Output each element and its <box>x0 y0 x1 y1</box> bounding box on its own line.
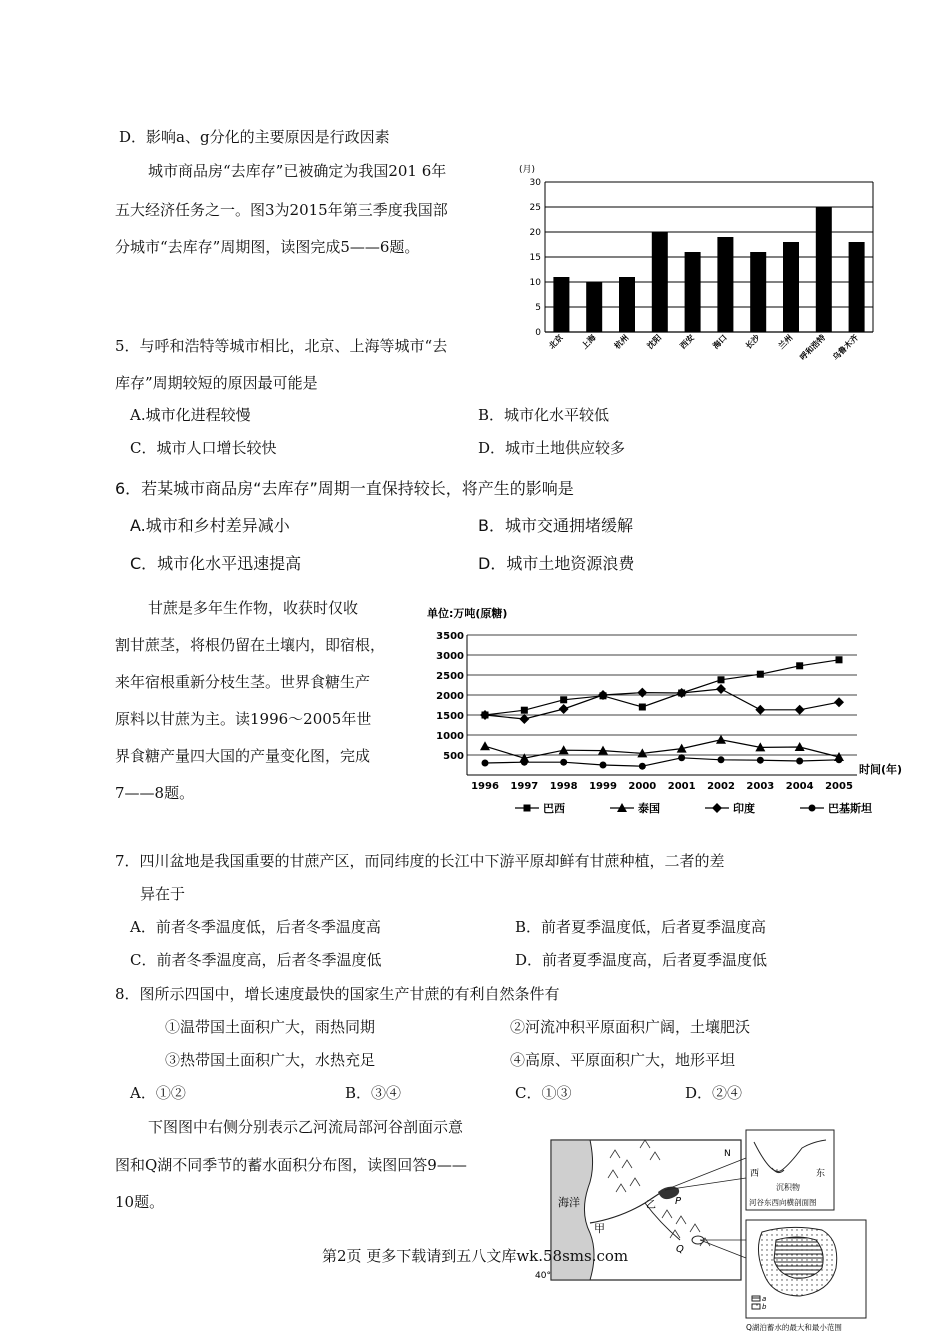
q6-stem: 6．若某城市商品房“去库存”周期一直保持较长，将产生的影响是 <box>115 479 574 498</box>
bar-海口 <box>717 237 733 332</box>
line-xtick-label: 2000 <box>628 781 657 792</box>
line-ytick-label: 3000 <box>436 651 464 662</box>
line-ytick-label: 1000 <box>436 731 464 742</box>
series-巴基斯坦 <box>482 754 843 769</box>
intro2-line2: 割甘蔗茎，将根仍留在土壤内，即宿根， <box>115 636 386 654</box>
line-xtick-label: 1997 <box>510 781 539 792</box>
series-point <box>482 760 489 767</box>
series-line <box>485 740 839 758</box>
line-ytick-label: 1500 <box>436 711 464 722</box>
bar-ytick-label: 5 <box>535 303 541 313</box>
q4-option-d: D．影响a、g分化的主要原因是行政因素 <box>119 128 390 146</box>
inset1-caption: 河谷东西向横剖面图 <box>749 1198 817 1207</box>
series-point <box>480 741 490 750</box>
river-lake-map-figure <box>535 1128 880 1338</box>
bar-ytick-label: 0 <box>535 328 541 338</box>
lake-q-label: Q <box>676 1244 684 1255</box>
inset2-legend-a: a <box>762 1295 767 1303</box>
q8-option-d: D．②④ <box>685 1084 743 1102</box>
intro3-line3: 10题。 <box>115 1193 165 1211</box>
bar-category-label: 长沙 <box>743 333 762 351</box>
lake-min-extent <box>774 1237 823 1278</box>
series-巴西 <box>482 656 843 718</box>
q7-option-b: B．前者夏季温度低，后者夏季温度高 <box>515 918 767 936</box>
line-xtick-label: 2002 <box>707 781 735 792</box>
bar-ytick-label: 20 <box>529 228 541 238</box>
intro3-line1: 下图图中右侧分别表示乙河流局部河谷剖面示意 <box>148 1118 464 1136</box>
series-point <box>755 705 765 715</box>
legend-marker <box>712 803 722 813</box>
bar-category-label: 上海 <box>579 333 598 351</box>
q7-option-d: D．前者夏季温度高，后者夏季温度低 <box>515 951 768 969</box>
bar-category-label: 兰州 <box>776 333 795 351</box>
line-xtick-label: 1996 <box>471 781 499 792</box>
line-xtick-label: 2004 <box>785 781 814 792</box>
bar-category-label: 海口 <box>711 333 729 351</box>
q7-stem-line1: 7．四川盆地是我国重要的甘蔗产区，而同纬度的长江中下游平原却鲜有甘蔗种植，二者的差 <box>115 852 725 870</box>
q8-item-1: ①温带国土面积广大，雨热同期 <box>165 1018 376 1036</box>
series-point <box>796 662 803 669</box>
line-xtick-label: 2001 <box>667 781 696 792</box>
series-point <box>796 758 803 765</box>
line-chart-xlabel: 时间(年) <box>859 763 903 776</box>
bar-ytick-label: 10 <box>529 278 541 288</box>
series-point <box>836 656 843 663</box>
bar-西安 <box>685 252 701 332</box>
bar-category-label: 呼和浩特 <box>798 333 828 363</box>
series-point <box>757 757 764 764</box>
bar-兰州 <box>783 242 799 332</box>
intro2-line6: 7——8题。 <box>115 784 195 802</box>
q5-stem-line1: 5．与呼和浩特等城市相比，北京、上海等城市“去 <box>115 337 448 355</box>
q5-option-d: D．城市土地供应较多 <box>478 439 626 457</box>
q6-option-a: A.城市和乡村差异减小 <box>130 516 290 535</box>
legend-marker <box>809 805 816 812</box>
series-point <box>757 671 764 678</box>
intro1-line3: 分城市“去库存”周期图，读图完成5——6题。 <box>115 238 420 256</box>
q5-stem-line2: 库存”周期较短的原因最可能是 <box>115 374 318 392</box>
line-xtick-label: 2003 <box>746 781 775 792</box>
bar-category-label: 乌鲁木齐 <box>831 333 861 363</box>
bar-chart-ylabel: (月) <box>519 165 536 175</box>
bar-ytick-label: 15 <box>529 253 541 263</box>
series-line <box>485 689 839 719</box>
q7-option-a: A．前者冬季温度低，后者冬季温度高 <box>130 918 381 936</box>
q8-item-3: ③热带国土面积广大，水热充足 <box>165 1051 376 1069</box>
bar-上海 <box>586 282 602 332</box>
bar-ytick-label: 25 <box>529 203 541 213</box>
bar-长沙 <box>750 252 766 332</box>
legend-marker <box>524 805 531 812</box>
line-ytick-label: 500 <box>443 751 464 762</box>
series-point <box>559 704 569 714</box>
q8-stem: 8．图所示四国中，增长速度最快的国家生产甘蔗的有利自然条件有 <box>115 985 560 1003</box>
intro2-line4: 原料以甘蔗为主。读1996～2005年世 <box>115 710 372 728</box>
bar-沈阳 <box>652 232 668 332</box>
bar-呼和浩特 <box>816 207 832 332</box>
sugar-production-line-chart <box>425 603 925 823</box>
inset1-east: 东 <box>816 1169 826 1179</box>
q6-option-c: C．城市化水平迅速提高 <box>130 554 302 573</box>
q7-stem-line2: 异在于 <box>140 885 186 903</box>
series-point <box>639 763 646 770</box>
legend-label: 巴基斯坦 <box>828 802 872 815</box>
intro1-line1: 城市商品房“去库存”已被确定为我国201 6年 <box>148 162 447 180</box>
page-footer: 第2页 更多下载请到五八文库wk.58sms.com <box>322 1247 629 1265</box>
series-point <box>836 756 843 763</box>
series-point <box>834 697 844 707</box>
series-point <box>718 676 725 683</box>
series-point <box>521 707 528 714</box>
series-point <box>639 704 646 711</box>
series-point <box>560 696 567 703</box>
series-point <box>716 735 726 744</box>
series-point <box>678 754 685 761</box>
q8-option-b: B．③④ <box>345 1084 402 1102</box>
bar-ytick-label: 30 <box>529 178 541 188</box>
inset1-legend: 沉积物 <box>776 1183 800 1192</box>
line-xtick-label: 1999 <box>589 781 617 792</box>
q5-option-c: C．城市人口增长较快 <box>130 439 277 457</box>
bar-category-label: 北京 <box>547 333 565 351</box>
q8-item-4: ④高原、平原面积广大，地形平坦 <box>510 1051 736 1069</box>
intro1-line2: 五大经济任务之一。图3为2015年第三季度我国部 <box>115 201 448 219</box>
series-line <box>485 660 839 715</box>
q5-option-b: B．城市化水平较低 <box>478 406 610 424</box>
line-xtick-label: 2005 <box>825 781 853 792</box>
q8-option-c: C．①③ <box>515 1084 572 1102</box>
series-point <box>600 762 607 769</box>
series-line <box>485 758 839 766</box>
line-xtick-label: 1998 <box>549 781 578 792</box>
ocean-label: 海洋 <box>558 1196 580 1209</box>
legend-label: 巴西 <box>543 802 565 815</box>
series-point <box>519 714 529 724</box>
bar-乌鲁木齐 <box>849 242 865 332</box>
legend-label: 泰国 <box>638 802 660 815</box>
inset2-caption: Q湖泊蓄水的最大和最小范围 <box>746 1323 842 1332</box>
north-label: N <box>724 1149 731 1159</box>
inset2-legend-b: b <box>762 1303 767 1311</box>
latitude-label: 40° <box>535 1271 551 1281</box>
legend-label: 印度 <box>733 802 755 815</box>
lake-p-label: P <box>675 1196 682 1207</box>
q8-option-a: A．①② <box>130 1084 186 1102</box>
intro2-line5: 界食糖产量四大国的产量变化图，完成 <box>115 747 371 765</box>
series-point <box>716 684 726 694</box>
q5-option-a: A.城市化进程较慢 <box>130 406 251 424</box>
bar-category-label: 沈阳 <box>645 333 664 351</box>
intro3-line2: 图和Q湖不同季节的蓄水面积分布图，读图回答9—— <box>115 1156 467 1174</box>
series-泰国 <box>480 735 844 762</box>
series-point <box>718 756 725 763</box>
line-ytick-label: 2000 <box>436 691 464 702</box>
series-point <box>521 759 528 766</box>
intro2-line3: 来年宿根重新分枝生茎。世界食糖生产 <box>115 673 371 691</box>
yi-label: 乙 <box>646 1200 656 1211</box>
bar-北京 <box>553 277 569 332</box>
line-ytick-label: 3500 <box>436 631 464 642</box>
destocking-cycle-bar-chart <box>515 162 885 377</box>
bar-杭州 <box>619 277 635 332</box>
line-chart-ylabel: 单位:万吨(原糖) <box>427 607 508 620</box>
river-label: 甲 <box>594 1222 605 1235</box>
q7-option-c: C．前者冬季温度高，后者冬季温度低 <box>130 951 382 969</box>
bar-category-label: 杭州 <box>612 333 631 351</box>
intro2-line1: 甘蔗是多年生作物，收获时仅收 <box>148 599 359 617</box>
inset1-west: 西 <box>750 1169 760 1179</box>
q6-option-b: B．城市交通拥堵缓解 <box>478 516 633 535</box>
bar-category-label: 西安 <box>678 333 697 351</box>
series-point <box>637 688 647 698</box>
q8-item-2: ②河流冲积平原面积广阔，土壤肥沃 <box>510 1018 751 1036</box>
q6-option-d: D．城市土地资源浪费 <box>478 554 635 573</box>
series-point <box>560 759 567 766</box>
line-ytick-label: 2500 <box>436 671 464 682</box>
series-印度 <box>480 684 844 724</box>
series-point <box>795 705 805 715</box>
